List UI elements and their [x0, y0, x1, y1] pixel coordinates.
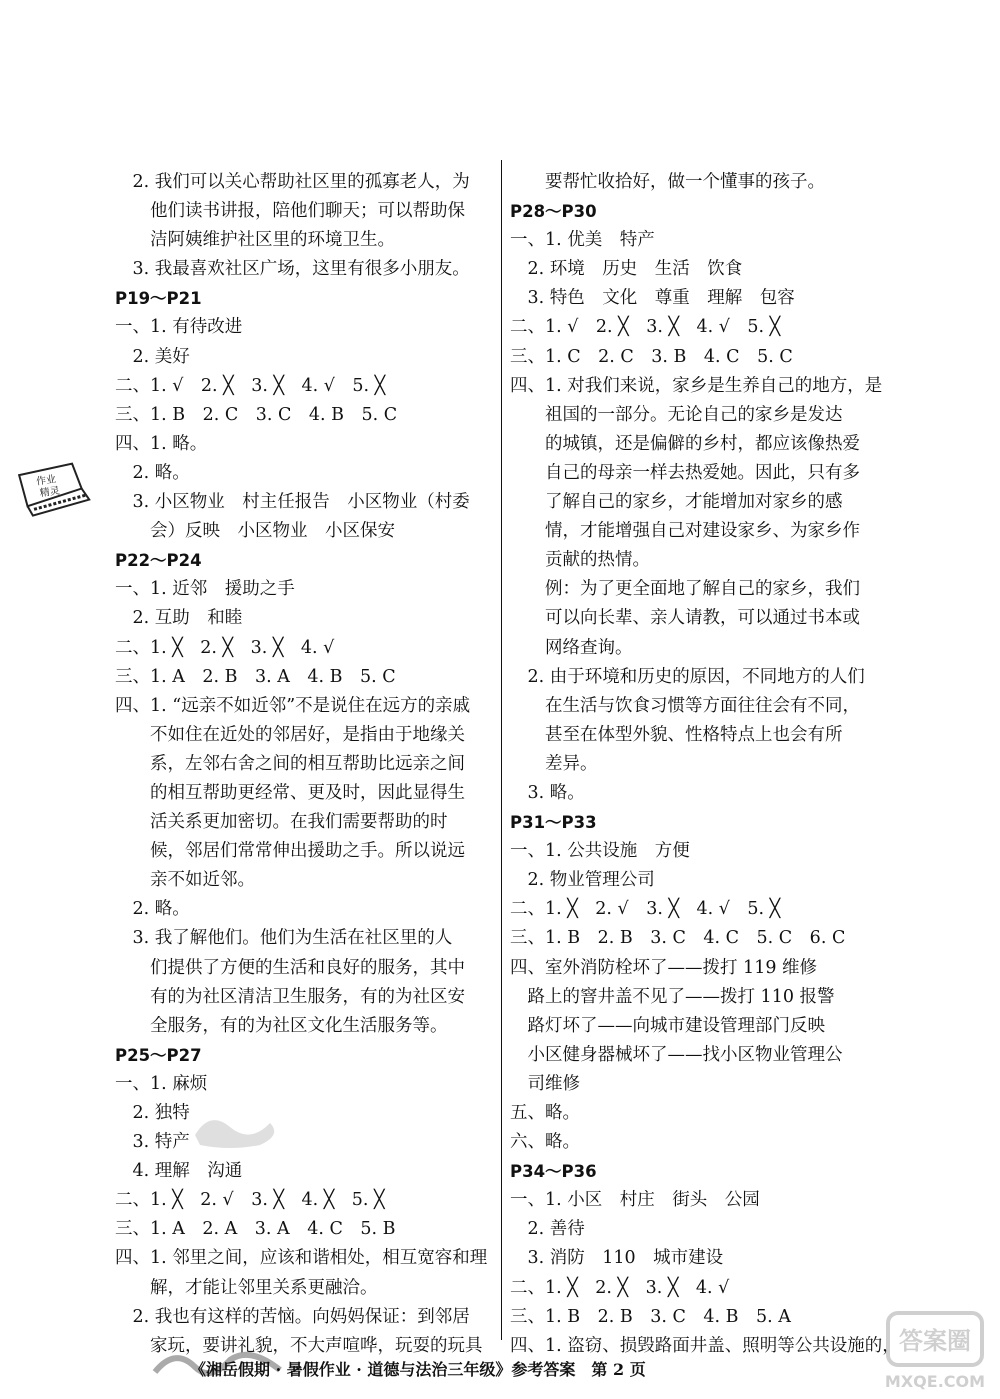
answer-line: 洁阿姨维护社区里的环境卫生。: [115, 230, 395, 251]
answer-line: 3. 特产: [115, 1132, 190, 1153]
answer-line: 三、1. B 2. B 3. C 4. B 5. A: [510, 1306, 791, 1327]
answer-line: 2. 我们可以关心帮助社区里的孤寡老人，为: [115, 172, 470, 192]
left-column: [115, 168, 500, 1361]
stamp-text-2: 精灵: [39, 485, 61, 500]
answer-line: 三、1. A 2. A 3. A 4. C 5. B: [115, 1219, 396, 1240]
answer-line: 在生活与饮食习惯等方面往往会有不同，: [510, 695, 860, 716]
answer-line: 们提供了方便的生活和良好的服务，其中: [115, 957, 465, 978]
answer-line: 2. 美好: [115, 346, 190, 367]
answer-line: 系，左邻右舍之间的相互帮助比远亲之间: [115, 753, 465, 774]
answer-line: 3. 消防 110 城市建设: [510, 1248, 724, 1269]
section-heading: P19～P21: [115, 289, 202, 309]
answer-line: 路灯坏了——向城市建设管理部门反映: [510, 1015, 825, 1036]
answer-line: 二、1. ╳ 2. ╳ 3. ╳ 4. √: [510, 1277, 730, 1298]
answer-line: 一、1. 有待改进: [115, 317, 243, 338]
answer-line: 解，才能让邻里关系更融洽。: [115, 1277, 378, 1298]
answer-line: 有的为社区清洁卫生服务，有的为社区安: [115, 986, 465, 1007]
column-divider: [501, 160, 502, 1340]
answer-line: 例：为了更全面地了解自己的家乡，我们: [510, 579, 860, 600]
answer-line: 2. 略。: [115, 462, 190, 483]
answer-line: 一、1. 小区 村庄 街头 公园: [510, 1190, 760, 1211]
answer-line: 一、1. 优美 特产: [510, 230, 655, 251]
answer-line: 网络查询。: [510, 637, 633, 658]
answer-line: 2. 由于环境和历史的原因，不同地方的人们: [510, 666, 865, 687]
answer-line: 司维修: [510, 1073, 580, 1094]
answer-line: 四、1. 盗窃、损毁路面井盖、照明等公共设施的，: [510, 1335, 900, 1356]
answer-line: 的相互帮助更经常、更及时，因此显得生: [115, 782, 465, 803]
right-column: [510, 168, 900, 1361]
answer-line: 他们读书讲报，陪他们聊天；可以帮助保: [115, 201, 465, 222]
answer-line: 候，邻居们常常伸出援助之手。所以说远: [115, 841, 465, 862]
watermark-logo: [880, 1305, 990, 1395]
section-heading: P22～P24: [115, 551, 202, 571]
answer-line: 一、1. 公共设施 方便: [510, 841, 690, 862]
answer-line: 差异。: [510, 753, 598, 774]
answer-line: 小区健身器械坏了——找小区物业管理公: [510, 1044, 843, 1065]
section-heading: P28～P30: [510, 202, 597, 222]
answer-line: 二、1. √ 2. ╳ 3. ╳ 4. √ 5. ╳: [510, 317, 781, 338]
answer-line: 二、1. √ 2. ╳ 3. ╳ 4. √ 5. ╳: [115, 375, 386, 396]
book-stamp-icon: [12, 457, 102, 530]
answer-line: 一、1. 麻烦: [115, 1073, 208, 1094]
answer-line: 四、室外消防栓坏了——拨打 119 维修: [510, 957, 818, 978]
answer-line: 家玩，要讲礼貌，不大声喧哗，玩耍的玩具: [115, 1335, 483, 1356]
answer-line: 三、1. B 2. C 3. C 4. B 5. C: [115, 404, 398, 425]
answer-line: 3. 小区物业 村主任报告 小区物业（村委: [115, 492, 470, 513]
section-heading: P34～P36: [510, 1162, 597, 1182]
answer-line: 4. 理解 沟通: [115, 1161, 243, 1182]
answer-line: 会）反映 小区物业 小区保安: [115, 521, 395, 542]
answer-line: 不如住在近处的邻居好，是指由于地缘关: [115, 724, 465, 745]
answer-line: 三、1. B 2. B 3. C 4. C 5. C 6. C: [510, 928, 846, 949]
answer-line: 二、1. ╳ 2. √ 3. ╳ 4. √ 5. ╳: [510, 899, 781, 920]
answer-line: 要帮忙收拾好，做一个懂事的孩子。: [510, 172, 825, 192]
answer-line: 路上的窨井盖不见了——拨打 110 报警: [510, 986, 835, 1007]
answer-line: 2. 独特: [115, 1103, 190, 1123]
watermark-text-2: MXQE.COM: [884, 1372, 986, 1391]
watermark-text-1: 答案圈: [899, 1327, 971, 1355]
answer-line: 三、1. A 2. B 3. A 4. B 5. C: [115, 666, 396, 687]
answer-line: 自己的母亲一样去热爱她。因此，只有多: [510, 462, 860, 483]
answer-line: 甚至在体型外貌、性格特点上也会有所: [510, 724, 843, 745]
answer-line: 2. 我也有这样的苦恼。向妈妈保证：到邻居: [115, 1306, 470, 1327]
stamp-text-1: 作业: [35, 474, 57, 488]
answer-line: 贡献的热情。: [510, 550, 650, 571]
section-heading: P25～P27: [115, 1045, 202, 1065]
answer-line: 祖国的一部分。无论自己的家乡是发达: [510, 404, 843, 425]
answer-line: 3. 我了解他们。他们为生活在社区里的人: [115, 928, 453, 949]
smudge-mark: [190, 1105, 290, 1153]
answer-line: 2. 善待: [510, 1219, 585, 1240]
answer-line: 全服务，有的为社区文化生活服务等。: [115, 1015, 448, 1036]
answer-line: 三、1. C 2. C 3. B 4. C 5. C: [510, 346, 793, 367]
answer-line: 活关系更加密切。在我们需要帮助的时: [115, 812, 448, 833]
answer-line: 四、1. 对我们来说，家乡是生养自己的地方，是: [510, 375, 883, 396]
answer-line: 一、1. 近邻 援助之手: [115, 579, 295, 600]
answer-line: 五、略。: [510, 1103, 580, 1123]
section-heading: P31～P33: [510, 813, 597, 833]
answer-line: 情，才能增强自己对建设家乡、为家乡作: [510, 521, 860, 542]
answer-line: 可以向长辈、亲人请教，可以通过书本或: [510, 608, 860, 629]
answer-line: 2. 略。: [115, 899, 190, 920]
answer-line: 3. 略。: [510, 782, 585, 803]
page-footer: 《湘岳假期 · 暑假作业 · 道德与法治三年级》参考答案 第 2 页: [190, 1360, 646, 1379]
answer-line: 六、略。: [510, 1132, 580, 1153]
answer-line: 二、1. ╳ 2. ╳ 3. ╳ 4. √: [115, 637, 335, 658]
answer-line: 3. 我最喜欢社区广场，这里有很多小朋友。: [115, 259, 470, 280]
answer-line: 2. 环境 历史 生活 饮食: [510, 259, 743, 280]
answer-line: 的城镇，还是偏僻的乡村，都应该像热爱: [510, 433, 860, 454]
answer-line: 了解自己的家乡，才能增加对家乡的感: [510, 492, 843, 513]
answer-line: 四、1. 略。: [115, 433, 208, 454]
answer-line: 四、1. “远亲不如近邻”不是说住在远方的亲戚: [115, 695, 471, 716]
answer-line: 3. 特色 文化 尊重 理解 包容: [510, 288, 795, 309]
answer-line: 亲不如近邻。: [115, 870, 255, 891]
answer-line: 二、1. ╳ 2. √ 3. ╳ 4. ╳ 5. ╳: [115, 1190, 385, 1211]
answer-line: 2. 物业管理公司: [510, 870, 655, 891]
answer-line: 2. 互助 和睦: [115, 608, 243, 629]
answer-line: 四、1. 邻里之间，应该和谐相处，相互宽容和理: [115, 1248, 488, 1269]
